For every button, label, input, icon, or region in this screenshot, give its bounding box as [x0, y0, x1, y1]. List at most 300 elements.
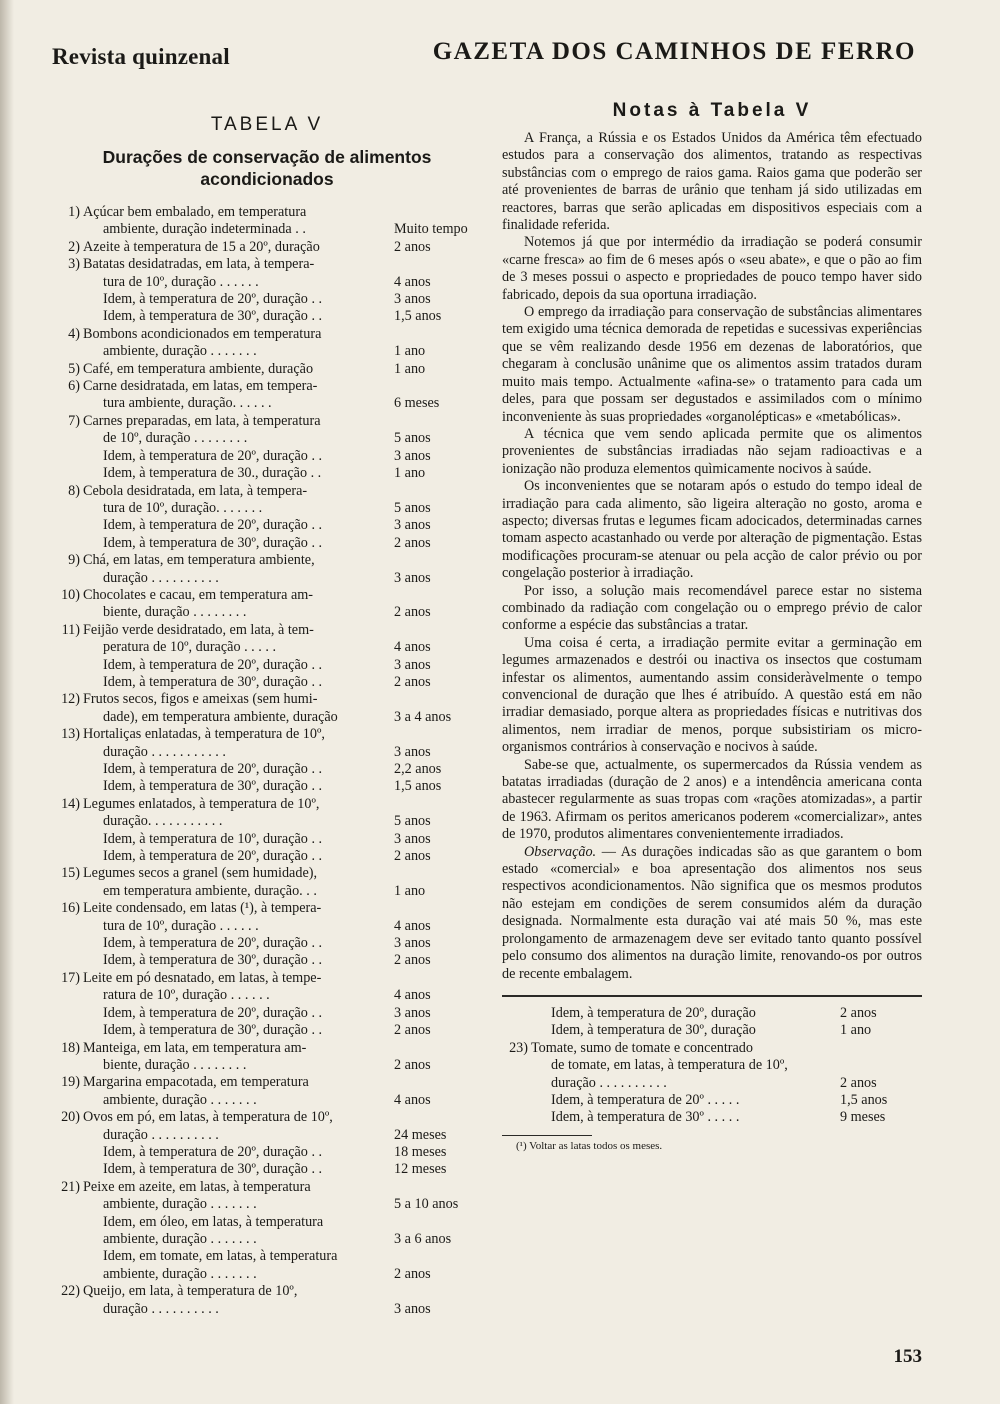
row-number [52, 1127, 83, 1144]
row-number: 1) [68, 204, 80, 220]
row-duration [388, 1214, 482, 1231]
row-duration: 2 anos [394, 848, 431, 865]
table-row [52, 1022, 482, 1039]
row-duration [388, 1109, 482, 1126]
row-duration: 3 a 4 anos [394, 708, 452, 725]
notes-paragraph: Por isso, a solução mais recomendável parece estar no sistema combinado da radiação com congelação ou o emprego prévio de calor conforme a espécie das substâncias a tratar. [502, 582, 922, 634]
table-row [52, 1127, 482, 1144]
table-row [52, 918, 482, 935]
row-description: ambiente, duração . . . . . . . [103, 1091, 257, 1108]
table-row [52, 430, 482, 447]
row-number [52, 500, 83, 517]
row-duration: 3 anos [394, 569, 431, 586]
row-description: Carne desidratada, em latas, em tempera- [83, 378, 318, 395]
row-description: dade), em temperatura ambiente, duração [103, 708, 338, 725]
row-duration: 1,5 anos [394, 308, 442, 325]
page-number: 153 [893, 1346, 922, 1367]
row-number [502, 1022, 531, 1039]
row-description: Leite condensado, em latas (¹), à tempera- [83, 900, 322, 917]
row-description: Batatas desidatradas, em lata, à tempera- [83, 256, 315, 273]
row-description: Legumes enlatados, à temperatura de 10º, [83, 795, 320, 812]
row-description: Cebola desidratada, em lata, à tempera- [83, 482, 308, 499]
row-number: 11) [61, 621, 80, 638]
table-row [52, 674, 482, 691]
row-duration [388, 622, 482, 639]
row-duration [388, 378, 482, 395]
row-number [502, 1092, 531, 1109]
row-description: Idem, em tomate, em latas, à temperatura [103, 1248, 338, 1265]
observation-label: Observação. [524, 843, 597, 860]
notes-column [502, 100, 922, 1152]
row-description: duração . . . . . . . . . . [103, 1126, 219, 1143]
table-row [52, 587, 482, 604]
row-number [52, 657, 83, 674]
table-row [52, 604, 482, 621]
row-number: 22) [61, 1283, 80, 1300]
row-description: Chocolates e cacau, em temperatura am- [83, 586, 314, 603]
footnote-divider [502, 1135, 592, 1136]
row-description: tura de 10º, duração . . . . . . [103, 917, 259, 934]
row-duration [388, 1040, 482, 1057]
row-number [502, 1057, 531, 1074]
row-duration: 2 anos [394, 238, 431, 255]
notes-paragraph: Uma coisa é certa, a irradiação permite evitar a germinação em legumes armazenados e destrói ou inactiva os insectos que costumam infestar os alimentos, aumentando assim consideràvelmente o tempo convencional de duração que lhes é atribuído. A questão está em não irradiar demasiado, porque altera as propriedades físicas e nutritivas dos alimentos, nem irradiar de menos, porque subsistiriam os micro-organismos contrários à conservação e nocivos à saúde. [502, 634, 922, 756]
row-description: Queijo, em lata, à temperatura de 10º, [83, 1283, 298, 1300]
row-number: 4) [68, 325, 80, 342]
row-duration [388, 865, 482, 882]
row-description: Carnes preparadas, em lata, à temperatura [83, 412, 321, 429]
row-duration: 3 anos [394, 447, 431, 464]
row-number: 19) [61, 1074, 80, 1091]
table-row [52, 204, 482, 221]
row-description: Açúcar bem embalado, em temperatura [83, 204, 307, 220]
notes-title: Notas à Tabela V [612, 100, 812, 121]
row-description: Peixe em azeite, em latas, à temperatura [83, 1178, 311, 1195]
row-description: Tomate, sumo de tomate e concentrado [531, 1039, 753, 1056]
row-duration: 2 anos [394, 1056, 431, 1073]
row-number [52, 343, 83, 360]
running-header-right: GAZETA DOS CAMINHOS DE FERRO [432, 38, 916, 65]
row-number: 2) [68, 238, 80, 255]
row-duration [388, 483, 482, 500]
row-description: tura de 10º, duração . . . . . . [103, 273, 259, 290]
row-duration [388, 1074, 482, 1091]
row-duration: 6 meses [394, 395, 440, 412]
row-description: biente, duração . . . . . . . . [103, 604, 247, 621]
page-gutter-shadow [0, 0, 14, 1404]
row-duration: 2 anos [840, 1004, 877, 1021]
table-row [502, 1092, 922, 1109]
row-number [52, 1144, 83, 1161]
table-row [502, 1109, 922, 1126]
notes-paragraph: Notemos já que por intermédio da irradiação se poderá consumir «carne fresca» ao fim de 6 meses após o «seu abate», e que o pão ao fim de 3 meses possui o aspecto e propriedades de pouco tempo haver sido fabricado, depois da sua oportuna irradiação. [502, 234, 922, 303]
row-description: ambiente, duração . . . . . . . [103, 1265, 257, 1282]
row-number [52, 1022, 83, 1039]
table-row [52, 274, 482, 291]
table-row [52, 709, 482, 726]
row-number [52, 430, 83, 447]
row-number [52, 308, 83, 325]
notes-paragraphs [502, 130, 922, 844]
row-duration: 1 ano [394, 882, 426, 899]
running-header-left: Revista quinzenal [52, 44, 230, 69]
row-duration: 5 anos [394, 813, 431, 830]
row-description: Feijão verde desidratado, em lata, à tem- [83, 621, 314, 638]
row-description: Idem, à temperatura de 30º, duração . . [103, 673, 323, 690]
row-duration: 4 anos [394, 917, 431, 934]
row-description: ambiente, duração . . . . . . . [103, 1230, 257, 1247]
row-duration: 4 anos [394, 987, 431, 1004]
row-duration: 3 anos [394, 656, 431, 673]
row-number [52, 535, 83, 552]
row-duration: 2,2 anos [394, 761, 442, 777]
row-duration: 2 anos [394, 1265, 431, 1282]
table-row [52, 448, 482, 465]
table-row [52, 970, 482, 987]
table-row [52, 848, 482, 865]
table-row [52, 639, 482, 656]
row-description: Azeite à temperatura de 15 a 20º, duração [83, 238, 320, 255]
row-description: duração . . . . . . . . . . . [103, 743, 226, 760]
row-duration: 24 meses [394, 1126, 447, 1143]
row-description: Idem, à temperatura de 30º, duração . . [103, 1161, 323, 1178]
table-row [52, 291, 482, 308]
row-number: 6) [68, 378, 80, 395]
row-description: Ovos em pó, em latas, à temperatura de 10º, [83, 1109, 333, 1126]
section-divider [502, 995, 922, 997]
row-number: 10) [61, 586, 80, 603]
table-column [52, 110, 482, 1318]
table-subtitle-line-1: Durações de conservação de alimentos [102, 147, 432, 167]
table-row [502, 1040, 922, 1057]
table-row [52, 900, 482, 917]
table-row [52, 726, 482, 743]
row-number: 15) [61, 865, 80, 882]
row-description: duração. . . . . . . . . . . [103, 813, 223, 830]
row-description: Idem, à temperatura de 30º . . . . . [551, 1109, 740, 1126]
notes-paragraph: O emprego da irradiação para conservação de substâncias alimentares tem exigido uma técnica demorada de repetidas e sucessivas experiências que se vêm realizando desde 1956 em dezenas de laboratórios, que chegaram à conclusão unânime que os alimentos assim tratados duram muito mais tempo. Actualmente «afina-se» o tratamento para cada um deles, para que possam ser degustados e assimilados com o mínimo inconveniente às suas propriedades «organolépticas» e «metabólicas». [502, 304, 922, 425]
row-number [52, 761, 83, 778]
row-description: duração . . . . . . . . . . [551, 1074, 667, 1091]
row-description: ratura de 10º, duração . . . . . . [103, 987, 270, 1004]
table-row [52, 622, 482, 639]
row-description: tura ambiente, duração. . . . . . [103, 395, 272, 412]
table-row [52, 831, 482, 848]
row-description: duração . . . . . . . . . . [103, 569, 219, 586]
row-duration: 3 anos [394, 1004, 431, 1021]
row-description: Idem, à temperatura de 20º, duração . . [103, 848, 323, 865]
table-row [52, 308, 482, 325]
row-duration: 2 anos [394, 673, 431, 690]
row-number [52, 1214, 83, 1231]
table-row [52, 378, 482, 395]
row-description: Chá, em latas, em temperatura ambiente, [83, 552, 315, 569]
table-row [52, 552, 482, 569]
row-number [502, 1109, 531, 1126]
row-number [52, 1057, 83, 1074]
row-number [52, 674, 83, 691]
row-duration: 3 anos [394, 935, 431, 952]
row-duration [388, 726, 482, 743]
row-duration [834, 1057, 922, 1074]
row-number [52, 604, 83, 621]
row-duration: 3 anos [394, 517, 431, 534]
row-description: biente, duração . . . . . . . . [103, 1056, 247, 1073]
notes-paragraph: A técnica que vem sendo aplicada permite que os alimentos provenientes de substâncias irradiadas não sejam radioactivas e a ionização não produza elementos quìmicamente nocivos à saúde. [502, 425, 922, 477]
row-description: de tomate, em latas, à temperatura de 10º, [551, 1057, 788, 1074]
row-duration [388, 691, 482, 708]
row-description: em temperatura ambiente, duração. . . [103, 882, 317, 899]
row-number: 18) [61, 1039, 80, 1056]
table-row [52, 413, 482, 430]
table-row [52, 1248, 482, 1265]
table-row [52, 1214, 482, 1231]
row-duration: Muito tempo [394, 221, 468, 238]
row-duration: 4 anos [394, 639, 431, 656]
observation-text: — As durações indicadas são as que garantem o bom estado «comercial» e boa apresentação dos alimentos nos seus respectivos acondicionamentos. Não significa que os mesmos produtos não estejam em condições de serem consumidos além da duração designada. Normalmente esta duração vai até mais 50 %, mas este prolongamento de armazenagem deve ser evitado tanto quanto possível pelo consumo dos alimentos na duração limite, renovando-os por outros de recente embalagem. [502, 843, 922, 982]
row-number [52, 1161, 83, 1178]
row-duration: 5 a 10 anos [394, 1196, 459, 1213]
table-row [52, 1109, 482, 1126]
table-row [52, 935, 482, 952]
row-duration: 12 meses [394, 1161, 447, 1178]
table-row [52, 239, 482, 256]
table-row [52, 1283, 482, 1300]
row-duration [388, 587, 482, 604]
row-description: Idem, à temperatura de 20º, duração . . [103, 761, 323, 777]
row-duration: 2 anos [394, 952, 431, 969]
row-number [52, 1301, 83, 1318]
row-description: Idem, à temperatura de 20º . . . . . [551, 1091, 740, 1108]
row-number [52, 1196, 83, 1213]
row-description: Leite em pó desnatado, em latas, à tempe- [83, 969, 322, 986]
row-number: 17) [61, 969, 80, 986]
row-number [52, 274, 83, 291]
row-description: Idem, em óleo, em latas, à temperatura [103, 1213, 324, 1230]
row-number [52, 883, 83, 900]
row-number [52, 1248, 83, 1265]
row-duration: 3 anos [394, 743, 431, 760]
row-description: peratura de 10º, duração . . . . . [103, 639, 277, 656]
table-row [52, 326, 482, 343]
row-number: 14) [61, 795, 80, 812]
row-duration: 2 anos [394, 534, 431, 551]
row-description: Idem, à temperatura de 20º, duração . . [103, 447, 323, 464]
row-number: 16) [61, 900, 80, 917]
row-duration: 18 meses [394, 1143, 447, 1160]
table-row [52, 517, 482, 534]
row-description: Idem, à temperatura de 30º, duração . . [103, 952, 323, 969]
table-row [52, 1057, 482, 1074]
table-row [52, 778, 482, 795]
table-row [52, 865, 482, 882]
row-number [52, 570, 83, 587]
row-duration: 9 meses [840, 1109, 886, 1126]
row-number [52, 291, 83, 308]
row-number [52, 744, 83, 761]
row-number [52, 987, 83, 1004]
row-number [52, 918, 83, 935]
row-description: duração . . . . . . . . . . [103, 1300, 219, 1317]
row-number: 8) [68, 482, 80, 499]
continuation-table [502, 1005, 922, 1127]
row-description: Idem, à temperatura de 30º, duração . . [103, 778, 323, 795]
table-row [502, 1075, 922, 1092]
footnote: (¹) Voltar as latas todos os meses. [516, 1139, 663, 1152]
row-duration [388, 1179, 482, 1196]
row-description: ambiente, duração . . . . . . . [103, 1196, 257, 1213]
row-description: Idem, à temperatura de 20º, duração . . [103, 1004, 323, 1021]
row-number [52, 221, 83, 238]
row-number [52, 831, 83, 848]
row-number: 21) [61, 1178, 80, 1195]
row-description: Idem, à temperatura de 20º, duração [551, 1004, 756, 1021]
table-row [52, 1161, 482, 1178]
row-number [502, 1075, 531, 1092]
table-row [52, 1231, 482, 1248]
row-description: Idem, à temperatura de 30º, duração . . [103, 308, 323, 325]
row-number [52, 709, 83, 726]
row-duration: 5 anos [394, 430, 431, 447]
row-number [52, 448, 83, 465]
table-row [52, 1301, 482, 1318]
row-description: Idem, à temperatura de 30º, duração . . [103, 534, 323, 551]
row-number: 5) [68, 360, 80, 377]
table-row [52, 1074, 482, 1091]
row-duration: 1 ano [394, 360, 426, 377]
table-row [52, 761, 482, 778]
row-duration: 1,5 anos [840, 1091, 888, 1108]
row-description: Idem, à temperatura de 20º, duração . . [103, 1143, 323, 1160]
row-duration: 1 ano [394, 465, 426, 482]
table-rows [52, 204, 482, 1318]
table-row [52, 343, 482, 360]
row-duration [388, 1283, 482, 1300]
row-number [52, 952, 83, 969]
row-number [52, 848, 83, 865]
table-row [52, 987, 482, 1004]
table-row [52, 256, 482, 273]
row-number [52, 1231, 83, 1248]
table-row [52, 395, 482, 412]
row-number: 12) [61, 691, 80, 708]
row-number [52, 639, 83, 656]
row-description: ambiente, duração indeterminada . . [103, 221, 306, 238]
row-duration: 5 anos [394, 499, 431, 516]
row-number [52, 465, 83, 482]
table-row [52, 952, 482, 969]
row-duration [388, 413, 482, 430]
row-number [52, 778, 83, 795]
row-description: Manteiga, em lata, em temperatura am- [83, 1039, 307, 1056]
row-description: Café, em temperatura ambiente, duração [83, 360, 314, 377]
row-description: Idem, à temperatura de 20º, duração . . [103, 656, 323, 673]
table-row [502, 1022, 922, 1039]
table-row [52, 570, 482, 587]
table-row [52, 883, 482, 900]
table-row [502, 1057, 922, 1074]
row-description: ambiente, duração . . . . . . . [103, 343, 257, 360]
row-duration: 3 anos [394, 291, 431, 308]
row-duration [388, 326, 482, 343]
row-description: tura de 10º, duração. . . . . . . [103, 499, 263, 516]
row-description: Margarina empacotada, em temperatura [83, 1074, 309, 1091]
table-row [52, 1144, 482, 1161]
table-row [52, 1196, 482, 1213]
row-duration [388, 552, 482, 569]
table-title: TABELA V [210, 114, 324, 135]
row-number: 3) [68, 256, 80, 273]
table-row [52, 361, 482, 378]
row-duration [388, 796, 482, 813]
row-description: Idem, à temperatura de 30º, duração . . [103, 1022, 323, 1039]
row-duration: 2 anos [394, 1022, 431, 1039]
row-duration [834, 1040, 922, 1057]
row-description: de 10º, duração . . . . . . . . [103, 430, 248, 447]
row-number [52, 1092, 83, 1109]
row-description: Frutos secos, figos e ameixas (sem humi- [83, 691, 318, 708]
table-row [52, 1266, 482, 1283]
row-description: Idem, à temperatura de 20º, duração . . [103, 517, 323, 534]
row-duration: 2 anos [394, 604, 431, 621]
row-number [52, 935, 83, 952]
row-number: 9) [68, 552, 80, 569]
row-duration: 4 anos [394, 273, 431, 290]
row-duration [388, 256, 482, 273]
table-row [52, 221, 482, 238]
table-row [52, 1179, 482, 1196]
row-number: 23) [509, 1039, 528, 1056]
row-duration [388, 204, 482, 221]
row-description: Bombons acondicionados em temperatura [83, 325, 322, 342]
table-row [52, 813, 482, 830]
row-number: 13) [61, 726, 80, 743]
table-row [52, 465, 482, 482]
row-number [502, 1005, 531, 1022]
row-description: Idem, à temperatura de 10º, duração . . [103, 830, 323, 847]
row-description: Hortaliças enlatadas, à temperatura de 10º, [83, 726, 325, 743]
row-duration: 3 anos [394, 830, 431, 847]
table-subtitle-line-2: acondicionados [200, 169, 334, 189]
table-subtitle [52, 146, 482, 190]
observation-paragraph [502, 844, 922, 983]
row-duration: 3 anos [394, 1300, 431, 1317]
row-duration: 1 ano [394, 343, 426, 360]
row-duration: 4 anos [394, 1091, 431, 1108]
table-row [52, 657, 482, 674]
row-number [52, 813, 83, 830]
row-number [52, 395, 83, 412]
row-duration [388, 1248, 482, 1265]
table-row [52, 1092, 482, 1109]
row-description: Idem, à temperatura de 20º, duração . . [103, 291, 323, 308]
row-duration [388, 970, 482, 987]
row-description: Idem, à temperatura de 30º, duração [551, 1022, 756, 1039]
row-duration [388, 900, 482, 917]
table-row [52, 744, 482, 761]
table-row [52, 1005, 482, 1022]
row-number [52, 1266, 83, 1283]
row-description: Legumes secos a granel (sem humidade), [83, 865, 318, 882]
table-row [52, 796, 482, 813]
row-description: Idem, à temperatura de 20º, duração . . [103, 935, 323, 952]
table-row [52, 691, 482, 708]
row-duration: 1 ano [840, 1022, 872, 1039]
table-row [52, 500, 482, 517]
row-number [52, 517, 83, 534]
table-row [52, 535, 482, 552]
notes-paragraph: A França, a Rússia e os Estados Unidos da América têm efectuado estudos para a conservação dos alimentos, tratando as respectivas substâncias com o emprego de raios gama. Raios gama que poderão ser até provenientes de barras de urânio que tenham já sido utilizadas em reactores, barras que serão aplicadas em dispositivos especiais com a finalidade referida. [502, 130, 922, 234]
